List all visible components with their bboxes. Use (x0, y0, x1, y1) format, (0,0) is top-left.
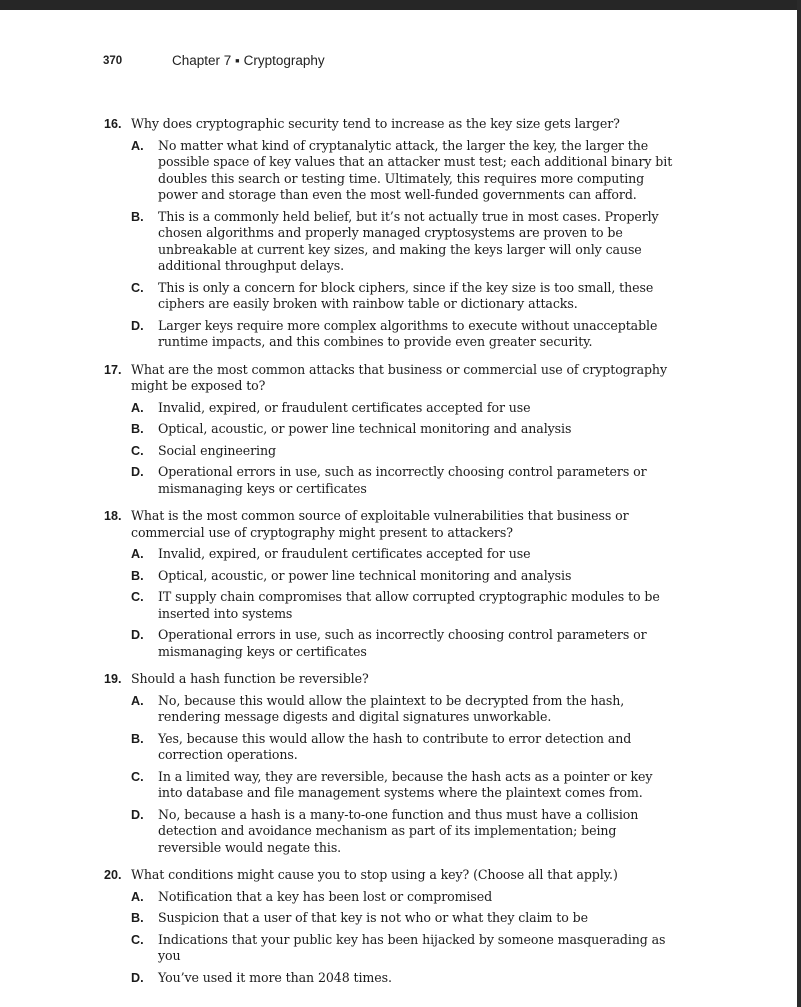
answer-option (104, 807, 680, 857)
option-letter: B. (131, 568, 144, 583)
option-letter: D. (131, 970, 144, 985)
option-text: This is a commonly held belief, but it’s not actually true in most cases. Properly chosen algorithms and properly managed cryptosystems are proven to be unbreakable at current key sizes, and making the keys larger will only cause additional throughput delays. (158, 208, 659, 273)
option-text: Suspicion that a user of that key is not who or what they claim to be (158, 910, 588, 925)
option-text: Yes, because this would allow the hash to contribute to error detection and correction operations. (158, 730, 632, 762)
question-text: Should a hash function be reversible? (131, 671, 369, 686)
page-number: 370 (103, 55, 123, 67)
answer-option (104, 970, 680, 987)
answer-option (104, 421, 680, 438)
viewer-right-edge (797, 0, 801, 1007)
option-letter: B. (131, 209, 144, 224)
question-number: 19. (104, 672, 122, 686)
option-text: Operational errors in use, such as incorrectly choosing control parameters or mismanaging keys or certificates (158, 464, 647, 496)
option-text: IT supply chain compromises that allow corrupted cryptographic modules to be inserted into systems (158, 589, 660, 621)
option-text: No, because a hash is a many-to-one function and thus must have a collision detection and avoidance mechanism as part of its implementation; being reversible would negate this. (158, 806, 639, 855)
option-letter: D. (131, 465, 144, 479)
option-text: You’ve used it more than 2048 times. (158, 969, 392, 985)
answer-option (104, 568, 680, 585)
option-text: Social engineering (158, 442, 276, 458)
option-text: No, because this would allow the plaintext to be decrypted from the hash, rendering message digests and digital signatures unworkable. (158, 692, 625, 724)
option-text: In a limited way, they are reversible, because the hash acts as a pointer or key into database and file management systems where the plaintext comes from. (158, 768, 653, 800)
option-letter: B. (131, 911, 144, 925)
option-letter: D. (131, 628, 144, 642)
option-letter: C. (131, 443, 144, 458)
question-number: 18. (104, 509, 122, 523)
answer-option (104, 209, 680, 275)
question-19 (104, 671, 680, 856)
option-letter: C. (131, 590, 144, 604)
option-text: Notification that a key has been lost or compromised (158, 888, 493, 904)
answer-option (104, 731, 680, 764)
question-number: 20. (104, 868, 122, 882)
option-letter: C. (131, 932, 144, 947)
option-text: Optical, acoustic, or power line technical monitoring and analysis (158, 421, 572, 436)
question-text: What is the most common source of exploitable vulnerabilities that business or commercial use of cryptography might present to attackers? (131, 508, 629, 540)
answer-option (104, 589, 680, 622)
option-text: Indications that your public key has been hijacked by someone masquerading as you (158, 931, 666, 963)
viewer-top-bar (0, 0, 801, 10)
answer-option (104, 318, 680, 351)
answer-option (104, 693, 680, 726)
answer-option (104, 910, 680, 927)
question-text: Why does cryptographic security tend to increase as the key size gets larger? (131, 116, 620, 131)
option-letter: C. (131, 769, 144, 784)
question-20 (104, 867, 680, 986)
question-number: 16. (104, 117, 122, 131)
option-letter: D. (131, 807, 144, 822)
option-text: No matter what kind of cryptanalytic attack, the larger the key, the larger the possible space of key values that an attacker must test; each additional binary bit doubles this search or testing time. Ultimately, this requires more computing power and storage than even the most well-funded governments can afford. (158, 137, 673, 202)
answer-option (104, 546, 680, 563)
option-letter: C. (131, 280, 144, 295)
question-16 (104, 116, 680, 351)
question-text: What conditions might cause you to stop using a key? (Choose all that apply.) (131, 867, 618, 882)
chapter-title: Chapter 7 ▪ Cryptography (172, 53, 325, 68)
option-letter: B. (131, 731, 144, 746)
question-18 (104, 508, 680, 660)
option-letter: A. (131, 138, 144, 153)
page-header (0, 53, 797, 73)
answer-option (104, 627, 680, 660)
option-letter: A. (131, 693, 144, 708)
book-page (0, 10, 797, 1007)
answer-option (104, 443, 680, 460)
answer-option (104, 464, 680, 497)
option-text: Operational errors in use, such as incorrectly choosing control parameters or mismanaging keys or certificates (158, 627, 647, 659)
option-letter: A. (131, 547, 144, 561)
answer-option (104, 932, 680, 965)
option-text: Larger keys require more complex algorithms to execute without unacceptable runtime impacts, and this combines to provide even greater security. (158, 317, 658, 349)
answer-option (104, 138, 680, 204)
option-letter: B. (131, 422, 144, 436)
answer-option (104, 280, 680, 313)
option-text: Invalid, expired, or fraudulent certificates accepted for use (158, 546, 531, 561)
question-number: 17. (104, 362, 122, 377)
option-text: Optical, acoustic, or power line technical monitoring and analysis (158, 567, 572, 583)
question-17 (104, 362, 680, 498)
answer-option (104, 889, 680, 906)
question-text: What are the most common attacks that business or commercial use of cryptography might be exposed to? (131, 361, 667, 393)
option-letter: A. (131, 400, 144, 415)
question-list (104, 116, 680, 997)
option-text: This is only a concern for block ciphers, since if the key size is too small, these ciphers are easily broken with rainbow table or dictionary attacks. (158, 279, 654, 311)
answer-option (104, 769, 680, 802)
option-text: Invalid, expired, or fraudulent certificates accepted for use (158, 399, 531, 415)
option-letter: D. (131, 318, 144, 333)
answer-option (104, 400, 680, 417)
option-letter: A. (131, 889, 144, 904)
